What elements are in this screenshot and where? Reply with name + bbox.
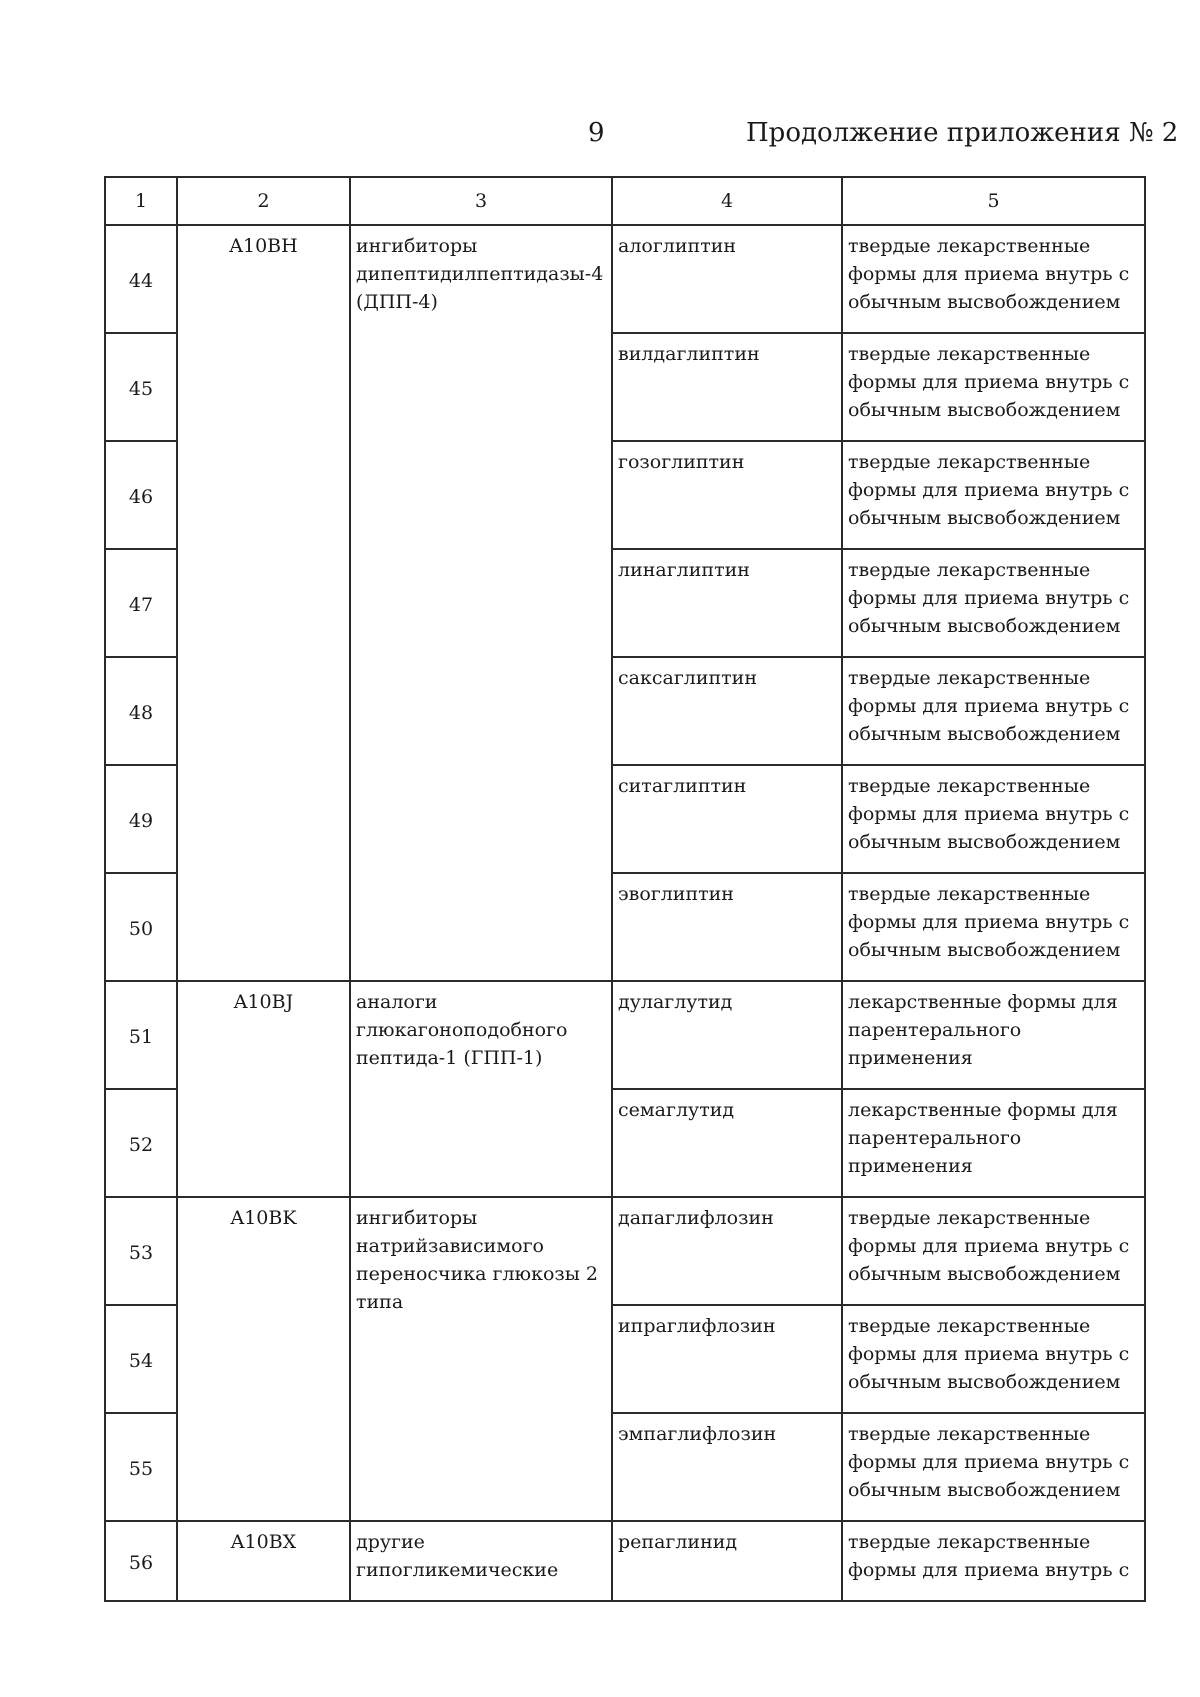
drug-name-cell: саксаглиптин <box>612 657 842 765</box>
dosage-form-cell: твердые лекарственные формы для приема внутрь с обычным высвобождением <box>842 765 1145 873</box>
atc-code-cell: A10BJ <box>177 981 350 1197</box>
dosage-form-cell: твердые лекарственные формы для приема внутрь с обычным высвобождением <box>842 333 1145 441</box>
row-number-cell: 48 <box>105 657 177 765</box>
row-number-cell: 52 <box>105 1089 177 1197</box>
atc-code-cell: A10BX <box>177 1521 350 1601</box>
drug-name-cell: репаглинид <box>612 1521 842 1601</box>
dosage-form-cell: твердые лекарственные формы для приема внутрь с обычным высвобождением <box>842 1197 1145 1305</box>
drug-name-cell: ситаглиптин <box>612 765 842 873</box>
pharmacological-group-cell: аналоги глюкагоноподобного пептида-1 (ГПП-1) <box>350 981 612 1197</box>
dosage-form-cell: твердые лекарственные формы для приема внутрь с обычным высвобождением <box>842 225 1145 333</box>
row-number-cell: 47 <box>105 549 177 657</box>
drug-name-cell: эвоглиптин <box>612 873 842 981</box>
row-number-cell: 49 <box>105 765 177 873</box>
table-row <box>105 225 1145 333</box>
drug-name-cell: алоглиптин <box>612 225 842 333</box>
pharmacological-group-cell: ингибиторы дипептидилпептидазы-4 (ДПП-4) <box>350 225 612 981</box>
row-number-cell: 54 <box>105 1305 177 1413</box>
header-cell: 2 <box>177 177 350 225</box>
row-number-cell: 50 <box>105 873 177 981</box>
row-number-cell: 51 <box>105 981 177 1089</box>
row-number-cell: 44 <box>105 225 177 333</box>
drug-name-cell: ипраглифлозин <box>612 1305 842 1413</box>
pharmacological-group-cell: другие гипогликемические <box>350 1521 612 1601</box>
dosage-form-cell: твердые лекарственные формы для приема внутрь с обычным высвобождением <box>842 873 1145 981</box>
row-number-cell: 53 <box>105 1197 177 1305</box>
dosage-form-cell: твердые лекарственные формы для приема внутрь с обычным высвобождением <box>842 657 1145 765</box>
table-header-row <box>105 177 1145 225</box>
atc-code-cell: A10BH <box>177 225 350 981</box>
dosage-form-cell: твердые лекарственные формы для приема внутрь с <box>842 1521 1145 1601</box>
drug-name-cell: вилдаглиптин <box>612 333 842 441</box>
row-number-cell: 55 <box>105 1413 177 1521</box>
pharmacological-group-cell: ингибиторы натрийзависимого переносчика глюкозы 2 типа <box>350 1197 612 1521</box>
table-row <box>105 1521 1145 1601</box>
drug-name-cell: дулаглутид <box>612 981 842 1089</box>
header-cell: 4 <box>612 177 842 225</box>
drug-table <box>104 176 1146 1602</box>
row-number-cell: 45 <box>105 333 177 441</box>
row-number-cell: 46 <box>105 441 177 549</box>
header-cell: 3 <box>350 177 612 225</box>
appendix-continuation-title: Продолжение приложения № 2 <box>746 118 1179 148</box>
dosage-form-cell: лекарственные формы для парентерального применения <box>842 1089 1145 1197</box>
dosage-form-cell: твердые лекарственные формы для приема внутрь с обычным высвобождением <box>842 1413 1145 1521</box>
drug-name-cell: линаглиптин <box>612 549 842 657</box>
drug-name-cell: гозоглиптин <box>612 441 842 549</box>
dosage-form-cell: лекарственные формы для парентерального применения <box>842 981 1145 1089</box>
drug-name-cell: семаглутид <box>612 1089 842 1197</box>
drug-name-cell: дапаглифлозин <box>612 1197 842 1305</box>
dosage-form-cell: твердые лекарственные формы для приема внутрь с обычным высвобождением <box>842 1305 1145 1413</box>
dosage-form-cell: твердые лекарственные формы для приема внутрь с обычным высвобождением <box>842 549 1145 657</box>
table-row <box>105 1197 1145 1305</box>
header-cell: 5 <box>842 177 1145 225</box>
atc-code-cell: A10BK <box>177 1197 350 1521</box>
table-row <box>105 981 1145 1089</box>
dosage-form-cell: твердые лекарственные формы для приема внутрь с обычным высвобождением <box>842 441 1145 549</box>
header-cell: 1 <box>105 177 177 225</box>
drug-name-cell: эмпаглифлозин <box>612 1413 842 1521</box>
row-number-cell: 56 <box>105 1521 177 1601</box>
page-number: 9 <box>588 118 605 148</box>
